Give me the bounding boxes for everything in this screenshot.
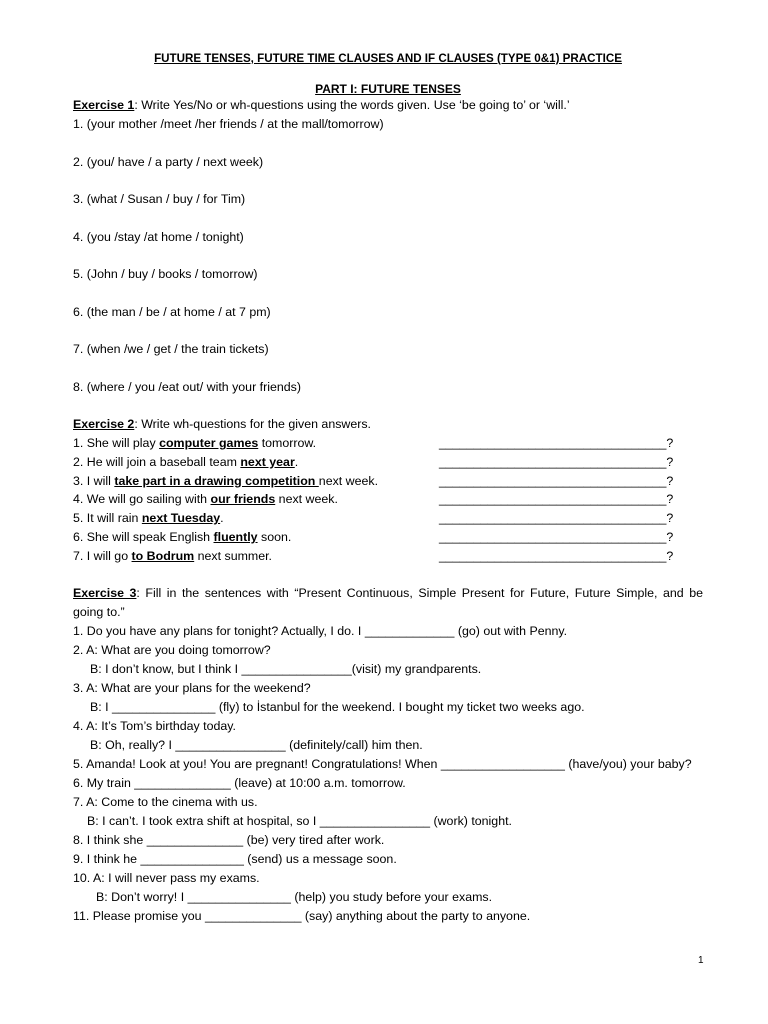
exercise-2-instruction: : Write wh-questions for the given answers. — [134, 417, 372, 431]
exercise-3-item: 5. Amanda! Look at you! You are pregnant! Congratulations! When __________________ (have/you) your baby? — [73, 756, 692, 771]
exercise-2-item: 4. We will go sailing with our friends next week. _________________________________? — [73, 490, 703, 509]
answer-blank: _________________________________? — [439, 529, 674, 544]
exercise-2-heading — [73, 415, 703, 434]
exercise-3-item: 8. I think she ______________ (be) very tired after work. — [73, 832, 385, 847]
exercise-1-label: Exercise 1 — [73, 98, 135, 112]
exercise-3-item: 11. Please promise you ______________ (say) anything about the party to anyone. — [73, 908, 531, 923]
answer-blank: _________________________________? — [439, 548, 674, 563]
answer-blank: _________________________________? — [439, 473, 674, 488]
exercise-2-item: 2. He will join a baseball team next year. _________________________________? — [73, 453, 703, 472]
exercise-3-item: B: I don’t know, but I think I ________________(visit) my grandparents. — [90, 661, 482, 676]
document-page — [73, 51, 703, 926]
exercise-2-item: 1. She will play computer games tomorrow. _________________________________? — [73, 434, 703, 453]
exercise-3-item: B: Don’t worry! I _______________ (help) you study before your exams. — [96, 889, 493, 904]
exercise-1-item: 3. (what / Susan / buy / for Tim) — [73, 192, 246, 206]
answer-blank: _________________________________? — [439, 511, 674, 526]
exercise-1-item: 1. (your mother /meet /her friends / at the mall/tomorrow) — [73, 117, 384, 131]
exercise-1-item: 6. (the man / be / at home / at 7 pm) — [73, 304, 271, 319]
exercise-1-item: 8. (where / you /eat out/ with your friends) — [73, 379, 301, 394]
exercise-3-item: 7. A: Come to the cinema with us. — [73, 794, 258, 809]
exercise-2-item: 7. I will go to Bodrum next summer. _________________________________? — [73, 547, 703, 566]
exercise-2-item: 5. It will rain next Tuesday. _________________________________? — [73, 509, 703, 528]
exercise-1-item: 5. (John / buy / books / tomorrow) — [73, 267, 258, 281]
exercise-3-label: Exercise 3 — [73, 585, 137, 600]
exercise-2-label: Exercise 2 — [73, 417, 135, 431]
exercise-2-item: 6. She will speak English fluently soon. _________________________________? — [73, 528, 703, 547]
document-title: FUTURE TENSES, FUTURE TIME CLAUSES AND IF CLAUSES (TYPE 0&1) PRACTICE — [154, 52, 622, 65]
exercise-1-item: 4. (you /stay /at home / tonight) — [73, 229, 244, 244]
answer-blank: _________________________________? — [439, 436, 674, 450]
exercise-3-item: 6. My train ______________ (leave) at 10:00 a.m. tomorrow. — [73, 775, 406, 790]
exercise-1-item: 2. (you/ have / a party / next week) — [73, 154, 264, 169]
exercise-3-item: B: Oh, really? I ________________ (definitely/call) him then. — [90, 737, 423, 752]
exercise-3-item: B: I _______________ (fly) to İstanbul for the weekend. I bought my ticket two weeks ago. — [90, 699, 585, 714]
exercise-3-item: 10. A: I will never pass my exams. — [73, 870, 260, 885]
exercise-3-instruction: : Fill in the sentences with “Present Continuous, Simple Present for Future, Future Simple, and be going to.” — [73, 585, 703, 619]
exercise-3-item: 1. Do you have any plans for tonight? Actually, I do. I _____________ (go) out with Penny. — [73, 623, 568, 638]
exercise-3-item: 3. A: What are your plans for the weekend? — [73, 680, 311, 695]
exercise-1-item: 7. (when /we / get / the train tickets) — [73, 342, 269, 356]
exercise-3-item: 4. A: It’s Tom’s birthday today. — [73, 718, 236, 733]
exercise-3-item: 9. I think he _______________ (send) us a message soon. — [73, 851, 397, 866]
part-heading: PART I: FUTURE TENSES — [315, 82, 461, 96]
exercise-1-heading — [73, 96, 703, 115]
exercise-3-heading — [73, 584, 703, 622]
exercise-2-item: 3. I will take part in a drawing competition next week. _________________________________? — [73, 472, 703, 491]
answer-blank: _________________________________? — [439, 492, 674, 507]
page-number: 1 — [698, 955, 704, 966]
answer-blank: _________________________________? — [439, 454, 674, 469]
exercise-1-instruction: : Write Yes/No or wh-questions using the words given. Use ‘be going to’ or ‘will.’ — [134, 98, 570, 112]
exercise-3-item: B: I can’t. I took extra shift at hospital, so I ________________ (work) tonight. — [87, 813, 512, 828]
exercise-3-item: 2. A: What are you doing tomorrow? — [73, 642, 271, 657]
